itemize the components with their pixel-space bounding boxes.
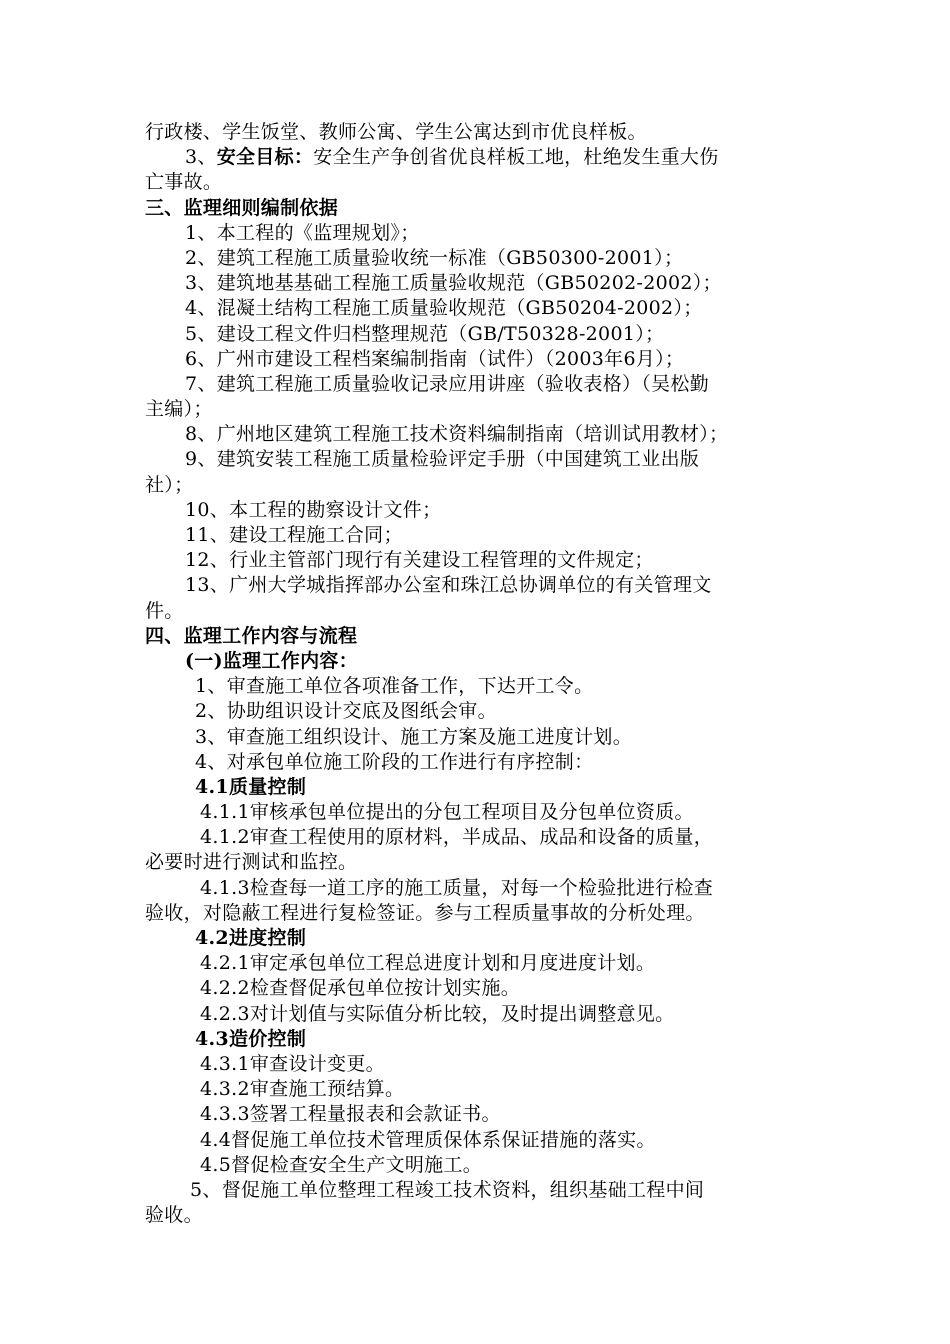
- list-item: 4.1.1审核承包单位提出的分包工程项目及分包单位资质。: [200, 801, 694, 824]
- list-item: 1、本工程的《监理规划》；: [185, 221, 420, 244]
- document-body: [145, 120, 825, 1228]
- list-item: 2、建筑工程施工质量验收统一标准（GB50300-2001）；: [185, 246, 684, 269]
- list-item-continuation: 验收。: [145, 1204, 203, 1227]
- text-line: 行政楼、学生饭堂、教师公寓、学生公寓达到市优良样板。: [145, 121, 647, 143]
- section-heading: 四、监理工作内容与流程: [145, 624, 358, 647]
- list-item: 8、广州地区建筑工程施工技术资料编制指南（培训试用教材）；: [185, 423, 729, 446]
- list-item-continuation: 件。: [145, 599, 184, 622]
- list-item: 4、对承包单位施工阶段的工作进行有序控制：: [195, 750, 594, 773]
- list-item: 3、建筑地基基础工程施工质量验收规范（GB50202-2002）；: [185, 272, 722, 295]
- subsection-heading: 4.3造价控制: [195, 1027, 307, 1050]
- list-item: 5、督促施工单位整理工程竣工技术资料，组织基础工程中间: [190, 1178, 705, 1201]
- list-item: 4.2.1审定承包单位工程总进度计划和月度进度计划。: [200, 952, 656, 975]
- subsection-heading: 4.1质量控制: [195, 775, 307, 798]
- list-item-continuation: 验收，对隐蔽工程进行复检签证。参与工程质量事故的分析处理。: [145, 901, 705, 924]
- list-item: 11、建设工程施工合同；: [185, 524, 403, 546]
- list-item: 5、建设工程文件归档整理规范（GB/T50328-2001）；: [185, 322, 665, 345]
- subsection-heading: (一)监理工作内容：: [185, 649, 358, 672]
- list-item: 13、广州大学城指挥部办公室和珠江总协调单位的有关管理文: [185, 574, 712, 597]
- safety-goal-label: 安全目标：: [216, 146, 314, 169]
- list-item: 4.3.3签署工程量报表和会款证书。: [200, 1103, 501, 1126]
- list-item: 2、协助组识设计交底及图纸会审。: [195, 700, 497, 723]
- safety-goal-text: 安全生产争创省优良样板工地，杜绝发生重大伤: [313, 146, 719, 169]
- subsection-heading: 4.2进度控制: [195, 927, 307, 949]
- list-item: 1、审查施工单位各项准备工作，下达开工令。: [195, 675, 594, 698]
- list-item: 4.1.3检查每一道工序的施工质量，对每一个检验批进行检查: [200, 876, 714, 899]
- text-line: 亡事故。: [145, 171, 223, 194]
- list-item: 4.2.3对计划值与实际值分析比较，及时提出调整意见。: [200, 1002, 675, 1025]
- list-item: 4.3.1审查设计变更。: [200, 1052, 385, 1075]
- list-item: 4、混凝土结构工程施工质量验收规范（GB50204-2002）；: [185, 297, 703, 320]
- list-item: 4.4督促施工单位技术管理质保体系保证措施的落实。: [200, 1128, 656, 1151]
- list-item: 3、审查施工组织设计、施工方案及施工进度计划。: [195, 725, 632, 748]
- list-item: 4.2.2检查督促承包单位按计划实施。: [200, 977, 521, 1000]
- list-item: 12、行业主管部门现行有关建设工程管理的文件规定；: [185, 549, 654, 572]
- list-item: 4.5督促检查安全生产文明施工。: [200, 1153, 483, 1176]
- section-heading: 三、监理细则编制依据: [145, 196, 339, 219]
- list-item-continuation: 必要时进行测试和监控。: [145, 851, 358, 874]
- list-item: 10、本工程的勘察设计文件；: [185, 498, 442, 521]
- list-item: 4.1.2审查工程使用的原材料，半成品、成品和设备的质量，: [200, 826, 714, 849]
- text-line: [145, 145, 825, 170]
- list-item-continuation: 社）；: [145, 473, 194, 496]
- list-item: 7、建筑工程施工质量验收记录应用讲座（验收表格）（吴松勤: [185, 372, 709, 395]
- list-item: 4.3.2审查施工预结算。: [200, 1078, 405, 1101]
- list-item: 6、广州市建设工程档案编制指南（试件）（2003年6月）；: [185, 347, 685, 370]
- list-item-continuation: 主编）；: [145, 398, 213, 421]
- list-number: 3、: [185, 146, 217, 169]
- list-item: 9、建筑安装工程施工质量检验评定手册（中国建筑工业出版: [185, 448, 700, 471]
